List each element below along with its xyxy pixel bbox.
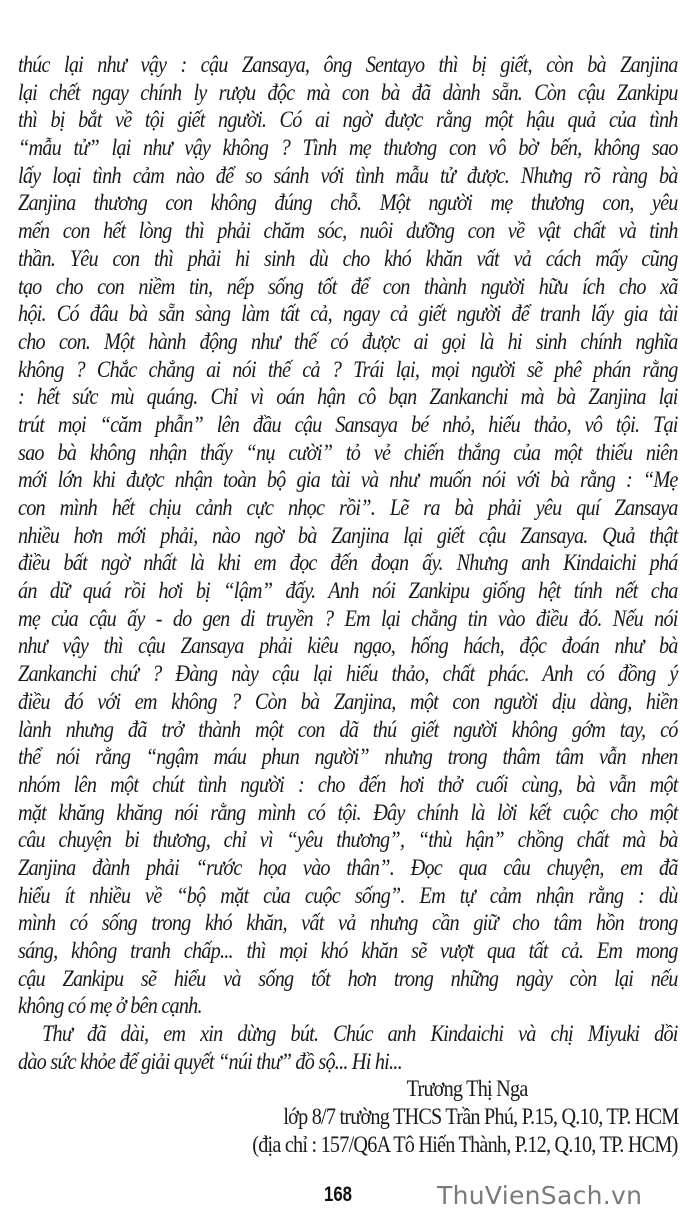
- signature-name-text: Trương Thị Nga: [407, 1076, 528, 1103]
- text-line: hội. Có đâu bà sẵn sàng làm tất cả, ngay cả giết người để tranh lấy gia tài: [18, 301, 678, 328]
- text-line: thần. Yêu con thì phải hi sinh dù cho khó khăn vất vả cách mấy cũng: [18, 245, 678, 272]
- text-line: Zanjina thương con không đúng chỗ. Một người mẹ thương con, yêu: [18, 190, 678, 217]
- text-line: thì bị bắt về tội giết người. Có ai ngờ được rằng một hậu quả của tình: [18, 107, 678, 134]
- text-line: nhiều hơn mới phải, nào ngờ bà Zanjina lại giết cậu Zansaya. Quả thật: [18, 522, 678, 549]
- letter-body: [18, 52, 678, 1160]
- signature-name: [18, 1076, 678, 1104]
- signature-address-text: (địa chỉ : 157/Q6A Tô Hiến Thành, P.12, Q.10, TP. HCM): [252, 1131, 678, 1158]
- text-line: tạo cho con niềm tin, nếp sống tốt để con thành người hữu ích cho xã: [18, 273, 678, 300]
- text-line: dào sức khỏe để giải quyết “núi thư” đồ sộ... Hi hi...: [18, 1048, 402, 1075]
- signature-school: [18, 1104, 678, 1132]
- text-line: mình có sống trong khó khăn, vất vả nhưng cần giữ cho tâm hồn trong: [18, 910, 678, 937]
- text-line: như vậy thì cậu Zansaya phải kiêu ngạo, hống hách, độc đoán như bà: [18, 633, 678, 660]
- text-line: con mình hết chịu cảnh cực nhọc rồi”. Lẽ ra bà phải yêu quí Zansaya: [18, 495, 678, 521]
- text-line: mẹ của cậu ấy - do gen di truyền ? Em lại chẳng tin vào điều đó. Nếu nói: [18, 605, 678, 632]
- text-line: Zankanchi chứ ? Đàng này cậu lại hiếu thảo, chất phác. Anh có đồng ý: [18, 661, 678, 688]
- text-line: hiểu ít nhiều về “bộ mặt của cuộc sống”. Em tự cảm nhận rằng : dù: [18, 882, 678, 909]
- text-line: trút mọi “căm phẫn” lên đầu cậu Sansaya bé nhỏ, hiếu thảo, vô tội. Tại: [18, 411, 678, 438]
- text-line: sáng, không tranh chấp... thì mọi khó khăn sẽ vượt qua tất cả. Em mong: [18, 938, 678, 964]
- page-number: 168: [324, 1183, 353, 1206]
- page-footer: [0, 1183, 700, 1213]
- text-line: điều bất ngờ nhất là khi em đọc đến đoạn ấy. Nhưng anh Kindaichi phá: [18, 550, 678, 577]
- text-line: Zanjina đành phải “rước họa vào thân”. Đọc qua câu chuyện, em đã: [18, 854, 678, 881]
- text-line: mến con hết lòng thì phải chăm sóc, nuôi dưỡng con về vật chất và tinh: [18, 218, 678, 245]
- text-line: thể nói rằng “ngậm máu phun người” nhưng trong thâm tâm vẫn nhen: [18, 744, 678, 771]
- text-line: cho con. Một hành động như thế có được ai gọi là hi sinh chính nghĩa: [18, 328, 678, 355]
- text-line: lại chết ngay chính ly rượu độc mà con bà đã dành sẵn. Còn cậu Zankipu: [18, 79, 678, 106]
- text-line: điều đó với em không ? Còn bà Zanjina, một con người dịu dàng, hiền: [18, 688, 678, 715]
- text-line: câu chuyện bi thương, chỉ vì “yêu thương”, “thù hận” chồng chất mà bà: [18, 827, 678, 854]
- text-line: : hết sức mù quáng. Chỉ vì oán hận cô bạn Zankanchi mà bà Zanjina lại: [18, 384, 678, 411]
- text-line: cậu Zankipu sẽ hiểu và sống tốt hơn trong những ngày còn lại nếu: [18, 965, 678, 992]
- text-line: thúc lại như vậy : cậu Zansaya, ông Sentayo thì bị giết, còn bà Zanjina: [18, 52, 678, 78]
- signature-school-text: lớp 8/7 trường THCS Trần Phú, P.15, Q.10, TP. HCM: [282, 1104, 678, 1131]
- text-line: Thư đã dài, em xin dừng bút. Chúc anh Kindaichi và chị Miyuki dồi: [42, 1021, 678, 1048]
- text-line: mặt khăng khăng nói rằng mình có tội. Đây chính là lời kết cuộc cho một: [18, 799, 678, 826]
- text-line: lành nhưng đã trở thành một con dã thú giết người không gớm tay, có: [18, 716, 678, 743]
- text-line: không có mẹ ở bên cạnh.: [18, 993, 202, 1020]
- text-line: không ? Chắc chẳng ai nói thế cả ? Trái lại, mọi người sẽ phê phán rằng: [18, 356, 678, 383]
- text-line: mới lớn khi được nhận toàn bộ gia tài và như muốn nói với bà rằng : “Mẹ: [18, 467, 678, 494]
- text-line: án dữ quá rồi hơi bị “lậm” đấy. Anh nói Zankipu giống hệt tính nết cha: [18, 578, 678, 605]
- text-line: sao bà không nhận thấy “nụ cười” tỏ vẻ chiến thắng của một thiếu niên: [18, 439, 678, 466]
- text-line: nhóm lên một chút tình người : cho đến hơi thở cuối cùng, bà vẫn một: [18, 771, 678, 798]
- signature-block: [18, 1076, 678, 1159]
- signature-address: [18, 1132, 678, 1160]
- text-line: lấy loại tình cảm nào để so sánh với tình mẫu tử được. Nhưng rõ ràng bà: [18, 162, 678, 189]
- text-line: “mẫu tử” lại như vậy không ? Tình mẹ thương con vô bờ bến, không sao: [18, 135, 678, 162]
- watermark-logo: ThuVienSach.vn: [437, 1181, 643, 1210]
